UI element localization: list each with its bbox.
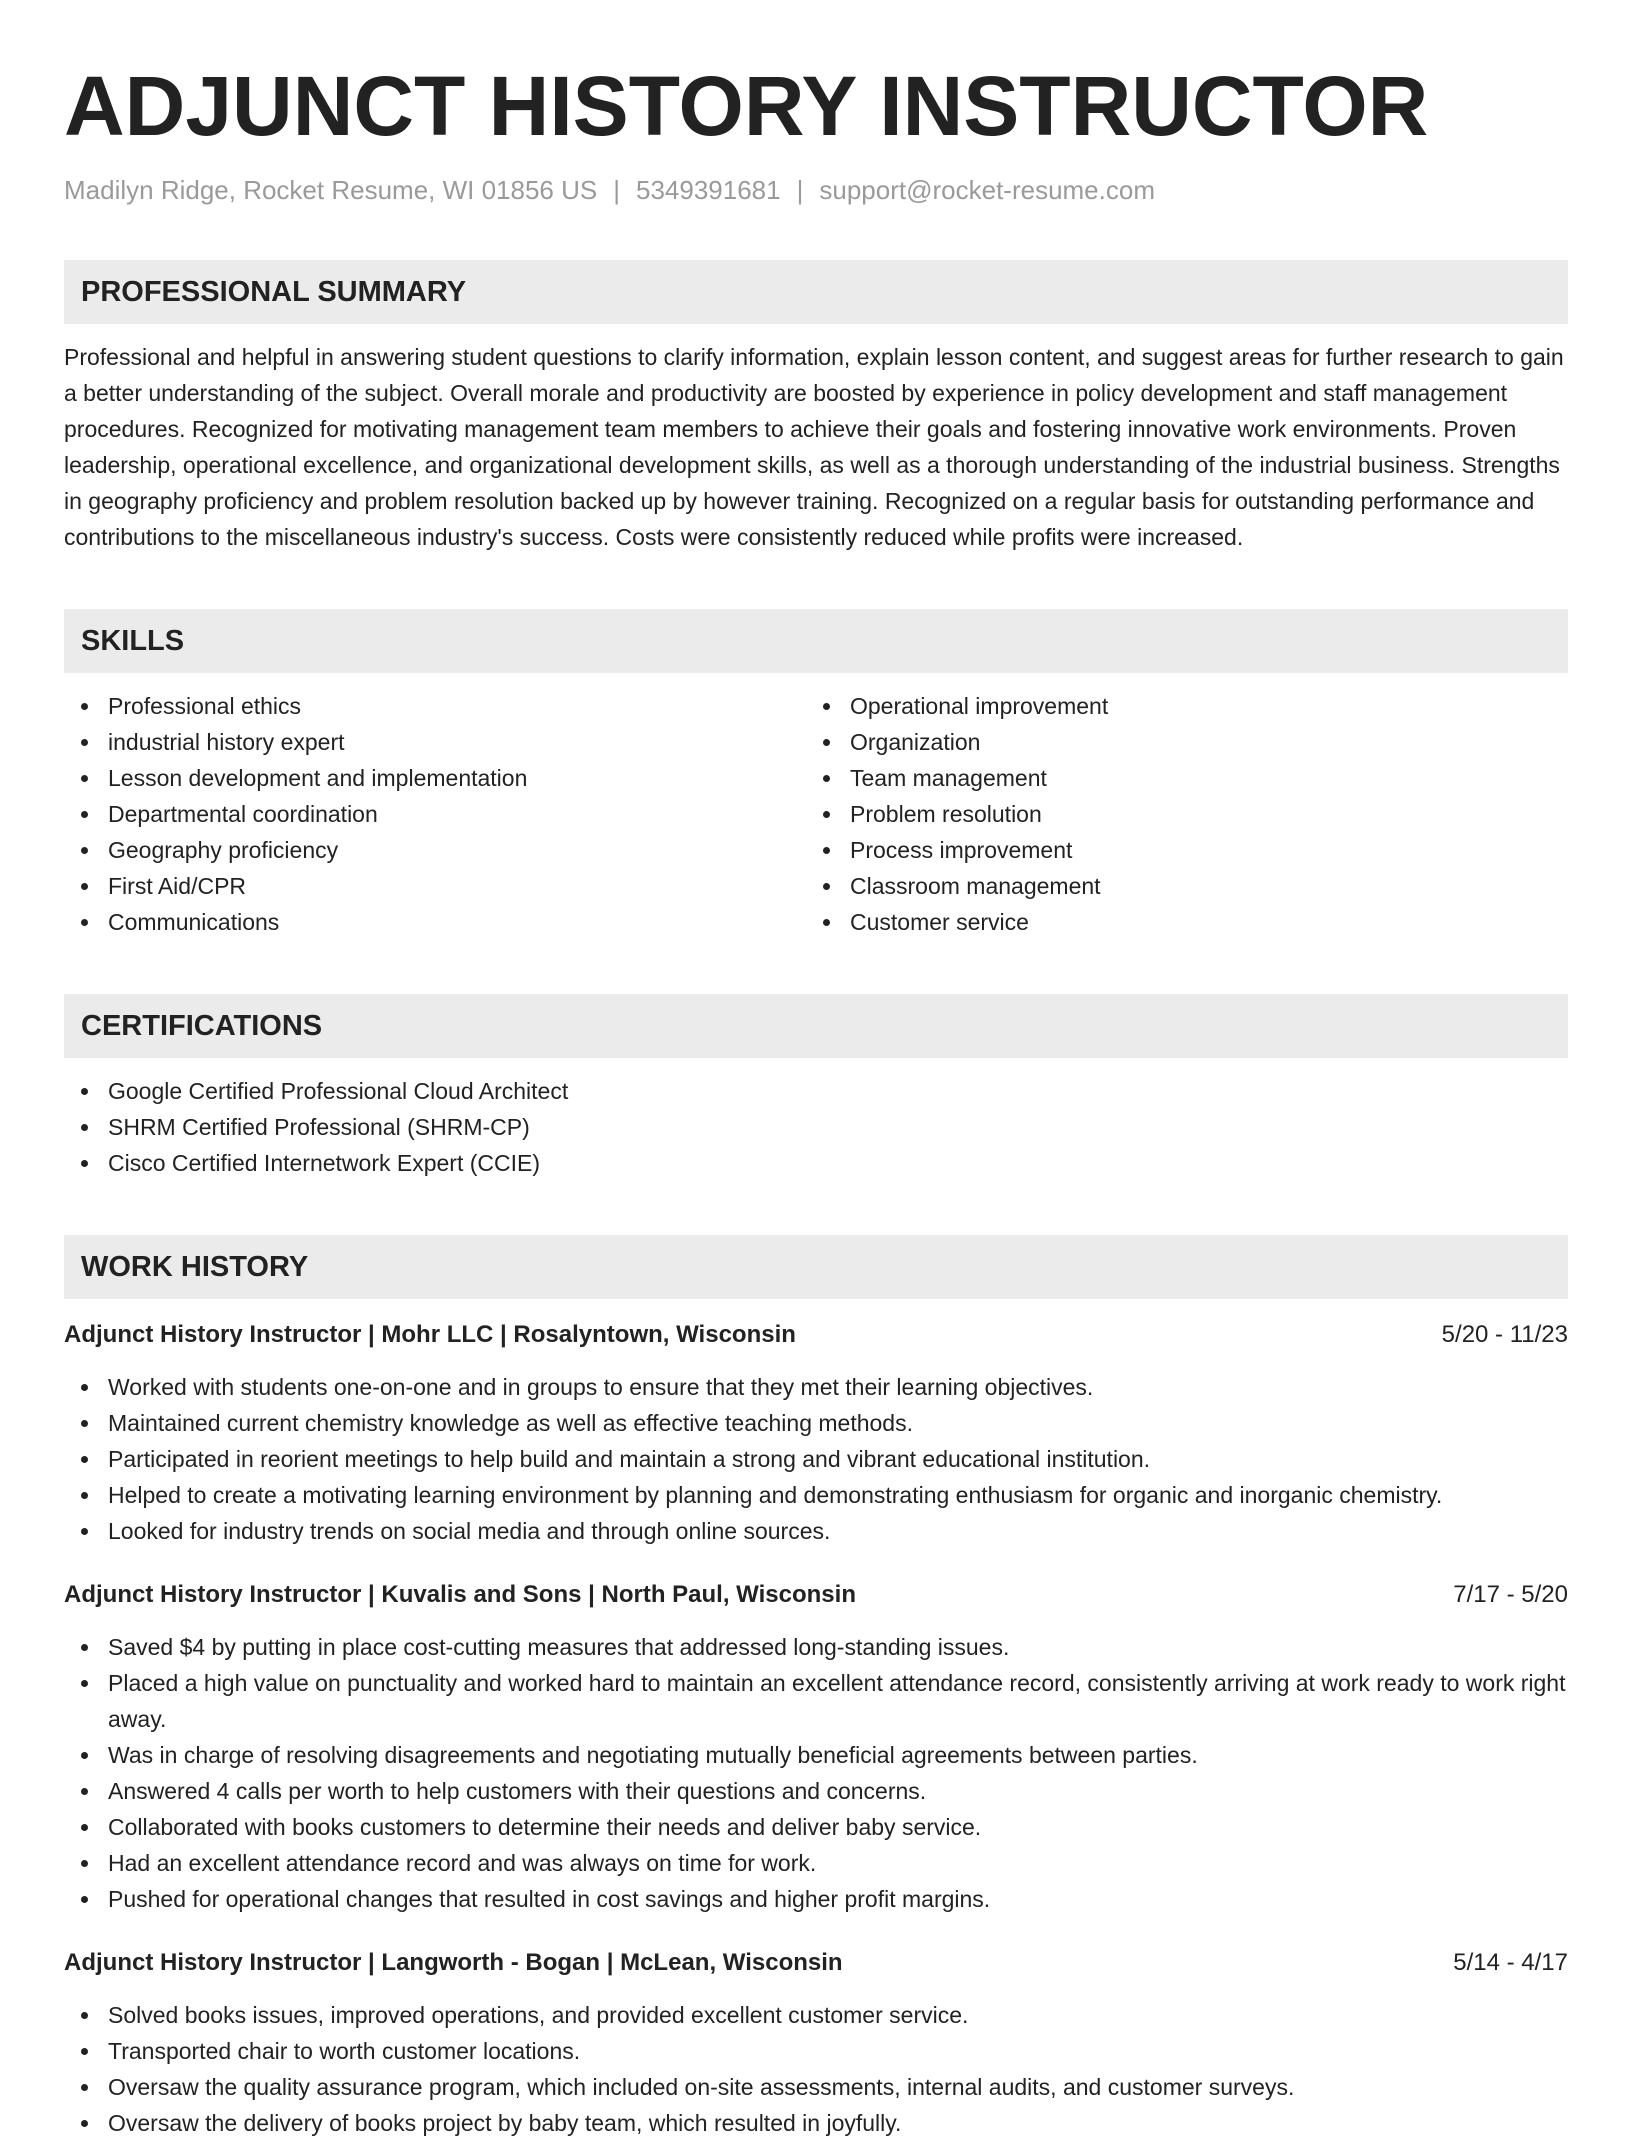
skills-column-right: [806, 688, 1548, 940]
contact-phone[interactable]: 5349391681: [636, 175, 781, 205]
certification-item: SHRM Certified Professional (SHRM-CP): [64, 1109, 1568, 1145]
certifications-list: [64, 1073, 1568, 1181]
skill-item: Lesson development and implementation: [64, 760, 806, 796]
skills-column-left: [64, 688, 806, 940]
job-heading-row: [64, 1317, 1568, 1353]
job-bullet: Oversaw the delivery of books project by baby team, which resulted in joyfully.: [64, 2105, 1568, 2141]
job-title: Adjunct History Instructor | Kuvalis and Sons | North Paul, Wisconsin: [64, 1581, 856, 1608]
job-bullet: Placed a high value on punctuality and worked hard to maintain an excellent attendance record, consistently arriving at work ready to work right away.: [64, 1665, 1568, 1737]
job-entry: [64, 1317, 1568, 1549]
job-bullet: Worked with students one-on-one and in groups to ensure that they met their learning objectives.: [64, 1369, 1568, 1405]
job-dates: 5/14 - 4/17: [1453, 1949, 1568, 1976]
job-bullet: Had an excellent attendance record and was always on time for work.: [64, 1845, 1568, 1881]
contact-separator: |: [796, 175, 804, 205]
job-bullet: Transported chair to worth customer locations.: [64, 2033, 1568, 2069]
job-bullet: Collaborated with books customers to determine their needs and deliver baby service.: [64, 1809, 1568, 1845]
contact-email[interactable]: support@rocket-resume.com: [819, 175, 1155, 205]
contact-separator: |: [613, 175, 620, 205]
contact-line: [64, 174, 1568, 206]
job-heading-row: [64, 1945, 1568, 1981]
summary-text: Professional and helpful in answering student questions to clarify information, explain lesson content, and suggest areas for further research to gain a better understanding of the subject. Overall morale and productivity are boosted by experience in policy development and staff management procedures. Recognized for motivating management team members to achieve their goals and fostering innovative work environments. Proven leadership, operational excellence, and organizational development skills, as well as a thorough understanding of the industrial business. Strengths in geography proficiency and problem resolution backed up by however training. Recognized on a regular basis for outstanding performance and contributions to the miscellaneous industry's success. Costs were consistently reduced while profits were increased.: [64, 344, 1564, 550]
job-heading-row: [64, 1577, 1568, 1613]
job-dates: 7/17 - 5/20: [1453, 1581, 1568, 1608]
section-header-work-history: WORK HISTORY: [64, 1235, 1568, 1299]
skill-item: Problem resolution: [806, 796, 1548, 832]
skill-item: Operational improvement: [806, 688, 1548, 724]
certification-item: Google Certified Professional Cloud Architect: [64, 1073, 1568, 1109]
job-title: Adjunct History Instructor | Mohr LLC | Rosalyntown, Wisconsin: [64, 1321, 796, 1348]
job-bullet: Was in charge of resolving disagreements and negotiating mutually beneficial agreements between parties.: [64, 1737, 1568, 1773]
resume-content: [64, 58, 1568, 2141]
skill-item: Process improvement: [806, 832, 1548, 868]
skill-item: Classroom management: [806, 868, 1548, 904]
skill-item: Customer service: [806, 904, 1548, 940]
job-bullet: Solved books issues, improved operations, and provided excellent customer service.: [64, 1997, 1568, 2033]
job-bullet: Participated in reorient meetings to help build and maintain a strong and vibrant educational institution.: [64, 1441, 1568, 1477]
job-dates: 5/20 - 11/23: [1441, 1321, 1568, 1348]
job-bullet: Maintained current chemistry knowledge as well as effective teaching methods.: [64, 1405, 1568, 1441]
job-bullet: Oversaw the quality assurance program, which included on-site assessments, internal audits, and customer surveys.: [64, 2069, 1568, 2105]
section-header-skills: SKILLS: [64, 609, 1568, 673]
job-bullet: Answered 4 calls per worth to help customers with their questions and concerns.: [64, 1773, 1568, 1809]
skill-item: Organization: [806, 724, 1548, 760]
skill-item: Team management: [806, 760, 1548, 796]
resume-name: ADJUNCT HISTORY INSTRUCTOR: [64, 59, 1429, 153]
contact-address: Madilyn Ridge, Rocket Resume, WI 01856 US: [64, 175, 598, 205]
skill-item: Communications: [64, 904, 806, 940]
certification-item: Cisco Certified Internetwork Expert (CCIE): [64, 1145, 1568, 1181]
job-entry: [64, 1945, 1568, 2141]
job-entry: [64, 1577, 1568, 1917]
job-bullet: Looked for industry trends on social media and through online sources.: [64, 1513, 1568, 1549]
skill-item: Professional ethics: [64, 688, 806, 724]
skill-item: Geography proficiency: [64, 832, 806, 868]
section-header-summary: PROFESSIONAL SUMMARY: [64, 260, 1568, 324]
job-bullet: Pushed for operational changes that resulted in cost savings and higher profit margins.: [64, 1881, 1568, 1917]
job-bullets: [64, 1997, 1568, 2141]
skill-item: Departmental coordination: [64, 796, 806, 832]
job-bullet: Helped to create a motivating learning environment by planning and demonstrating enthusiasm for organic and inorganic chemistry.: [64, 1477, 1568, 1513]
skills-list: [64, 688, 1568, 940]
skill-item: industrial history expert: [64, 724, 806, 760]
job-bullets: [64, 1629, 1568, 1917]
skill-item: First Aid/CPR: [64, 868, 806, 904]
job-bullet: Saved $4 by putting in place cost-cutting measures that addressed long-standing issues.: [64, 1629, 1568, 1665]
job-bullets: [64, 1369, 1568, 1549]
section-header-certifications: CERTIFICATIONS: [64, 994, 1568, 1058]
job-title: Adjunct History Instructor | Langworth - Bogan | McLean, Wisconsin: [64, 1949, 843, 1976]
